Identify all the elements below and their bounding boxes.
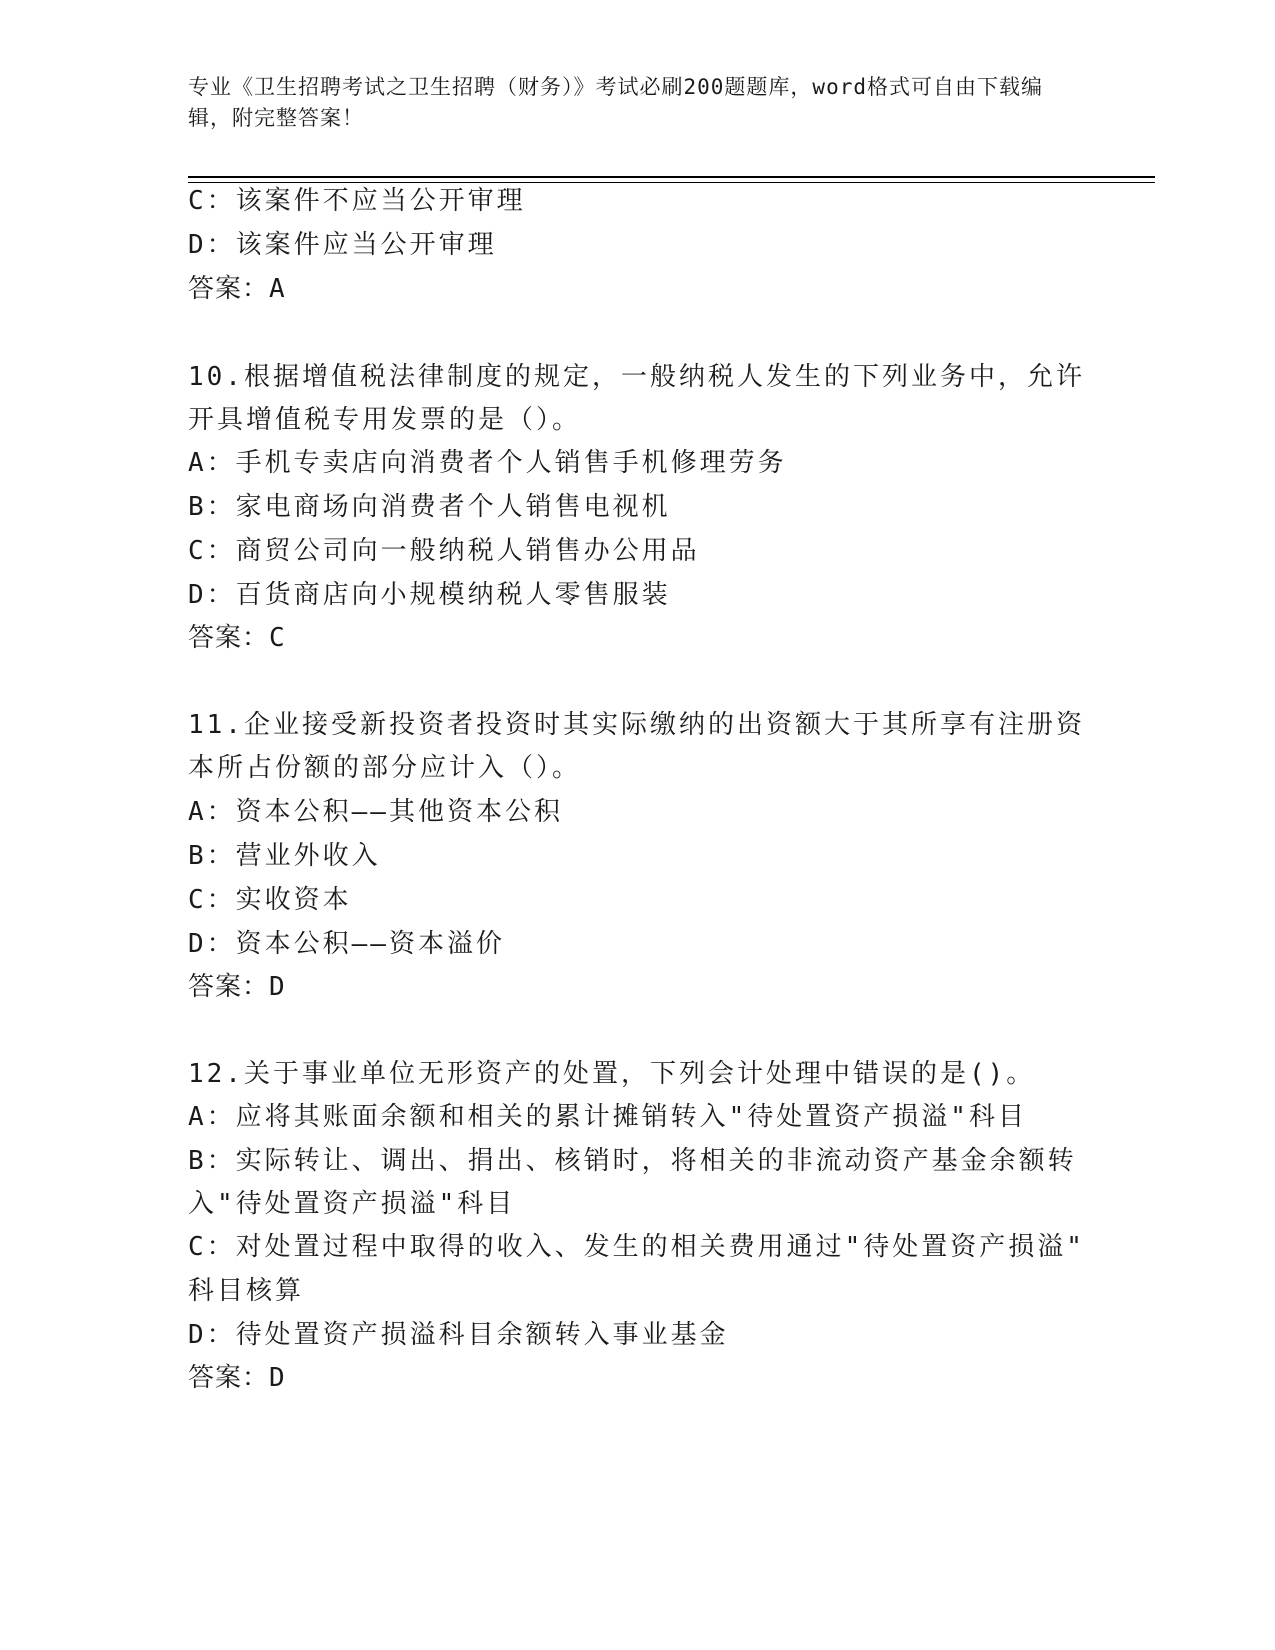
q10-option-c: C：商贸公司向一般纳税人销售办公用品 [188,536,700,566]
q10-answer: 答案：C [188,623,286,653]
q10-stem-line1: 10.根据增值税法律制度的规定，一般纳税人发生的下列业务中，允许 [188,362,1085,392]
q11-stem-line2: 本所占份额的部分应计入（）。 [188,753,582,783]
q10-option-d: D：百货商店向小规模纳税人零售服装 [188,580,671,610]
q10-stem-line2: 开具增值税专用发票的是（）。 [188,405,582,435]
q11-option-b: B：营业外收入 [188,841,381,871]
prev-question-option-d: D：该案件应当公开审理 [188,230,497,260]
prev-question-answer: 答案：A [188,274,286,304]
q12-option-a: A：应将其账面余额和相关的累计摊销转入"待处置资产损溢"科目 [188,1102,1027,1132]
q11-stem-line1: 11.企业接受新投资者投资时其实际缴纳的出资额大于其所享有注册资 [188,710,1085,740]
q11-option-a: A：资本公积——其他资本公积 [188,797,563,827]
header-rule-thick [188,176,1155,178]
q12-stem: 12.关于事业单位无形资产的处置，下列会计处理中错误的是()。 [188,1059,1036,1089]
q12-option-d: D：待处置资产损溢科目余额转入事业基金 [188,1320,729,1350]
q10-option-b: B：家电商场向消费者个人销售电视机 [188,492,671,522]
header-rule-thin [188,182,1155,183]
document-header: 专业《卫生招聘考试之卫生招聘（财务）》考试必刷200题题库，word格式可自由下载编辑，附完整答案！ [188,75,1043,130]
prev-question-option-c: C：该案件不应当公开审理 [188,186,526,216]
q10-option-a: A：手机专卖店向消费者个人销售手机修理劳务 [188,448,787,478]
q11-option-d: D：资本公积——资本溢价 [188,929,505,959]
q12-option-b-line2: 入"待处置资产损溢"科目 [188,1189,516,1219]
q11-answer: 答案：D [188,972,286,1002]
q12-option-c-line2: 科目核算 [188,1276,305,1306]
q12-option-b-line1: B：实际转让、调出、捐出、核销时，将相关的非流动资产基金余额转 [188,1146,1077,1176]
q12-answer: 答案：D [188,1363,286,1393]
q11-option-c: C：实收资本 [188,885,352,915]
q12-option-c-line1: C：对处置过程中取得的收入、发生的相关费用通过"待处置资产损溢" [188,1232,1085,1262]
